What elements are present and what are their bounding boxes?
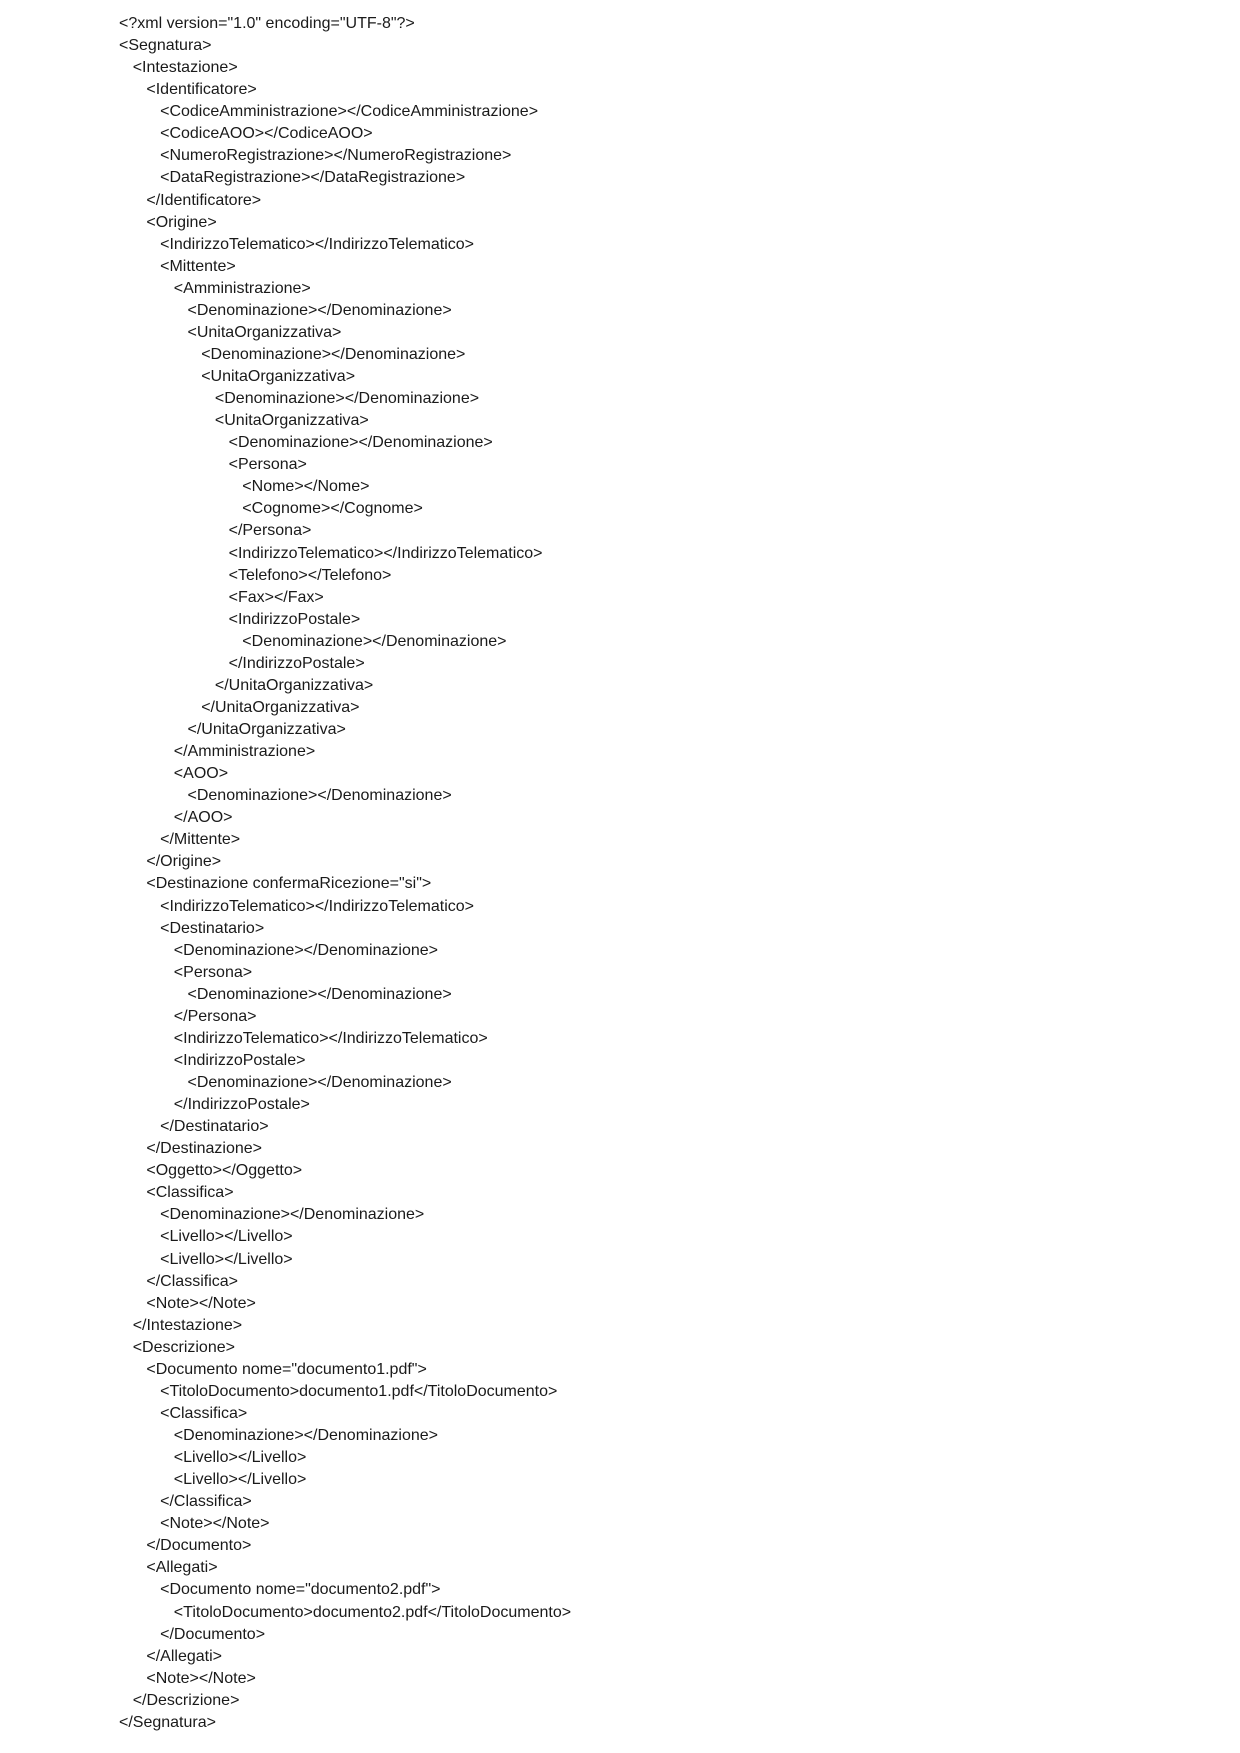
xml-line: <Segnatura> (119, 37, 212, 55)
xml-line: </UnitaOrganizzativa> (214, 676, 374, 694)
xml-line: <DataRegistrazione></DataRegistrazione> (160, 169, 466, 187)
xml-line: <Destinazione confermaRicezione="si"> (146, 875, 432, 893)
xml-line: <Telefono></Telefono> (228, 566, 392, 584)
xml-line: </Classifica> (146, 1272, 238, 1290)
xml-line: <Denominazione></Denominazione> (187, 301, 452, 319)
xml-line: <Livello></Livello> (160, 1228, 293, 1246)
xml-line: <IndirizzoTelematico></IndirizzoTelematico> (160, 235, 475, 253)
xml-line: </Destinatario> (160, 1118, 269, 1136)
xml-line: <Identificatore> (146, 81, 257, 99)
xml-line: </Persona> (173, 1007, 257, 1025)
xml-line: <Oggetto></Oggetto> (146, 1162, 303, 1180)
xml-line: <?xml version="1.0" encoding="UTF-8"?> (119, 15, 415, 32)
xml-line: </Mittente> (160, 831, 241, 849)
xml-line: </Documento> (160, 1625, 266, 1643)
xml-line: </UnitaOrganizzativa> (187, 721, 346, 738)
xml-line: <Documento nome="documento2.pdf"> (160, 1581, 441, 1599)
xml-line: </Allegati> (146, 1647, 222, 1665)
xml-line: </Destinazione> (146, 1140, 263, 1158)
xml-line: <UnitaOrganizzativa> (187, 323, 342, 341)
xml-line: <Denominazione></Denominazione> (201, 345, 466, 363)
xml-line: <Documento nome="documento1.pdf"> (146, 1360, 427, 1378)
xml-line: <Denominazione></Denominazione> (214, 390, 480, 408)
xml-line: <Livello></Livello> (160, 1250, 293, 1268)
xml-line: <Descrizione> (132, 1338, 235, 1356)
xml-line: <Denominazione></Denominazione> (187, 1074, 452, 1091)
xml-line: <Livello></Livello> (173, 1449, 307, 1467)
xml-line: <Note></Note> (146, 1669, 256, 1687)
xml-line: <Denominazione></Denominazione> (187, 985, 452, 1003)
xml-line: </Identificatore> (146, 191, 262, 209)
xml-line: <Destinatario> (160, 919, 265, 937)
xml-line: <Classifica> (146, 1184, 234, 1202)
xml-line: <Mittente> (160, 257, 236, 275)
xml-line: <UnitaOrganizzativa> (214, 412, 369, 430)
xml-line: </UnitaOrganizzativa> (201, 698, 360, 716)
xml-line: </Amministrazione> (173, 743, 316, 761)
xml-line: </Persona> (228, 522, 312, 540)
xml-line: <Persona> (173, 963, 253, 981)
xml-line: <Fax></Fax> (228, 588, 324, 606)
xml-line: <TitoloDocumento>documento2.pdf</TitoloDocumento> (173, 1603, 572, 1621)
xml-line: <Denominazione></Denominazione> (187, 787, 452, 805)
xml-line: <IndirizzoTelematico></IndirizzoTelematico> (160, 897, 475, 915)
xml-line: <IndirizzoTelematico></IndirizzoTelematico> (173, 1029, 488, 1047)
xml-line: <Amministrazione> (173, 279, 311, 297)
xml-line: <Allegati> (146, 1559, 218, 1577)
xml-line: <Denominazione></Denominazione> (242, 632, 507, 650)
xml-line: <Cognome></Cognome> (242, 500, 423, 518)
xml-line: </IndirizzoPostale> (228, 654, 365, 672)
xml-line: <Nome></Nome> (242, 478, 370, 496)
xml-line: <CodiceAmministrazione></CodiceAmministrazione> (160, 103, 539, 121)
xml-line: <Denominazione></Denominazione> (228, 434, 493, 452)
xml-line: <Classifica> (160, 1404, 248, 1422)
xml-line: <UnitaOrganizzativa> (201, 368, 356, 385)
xml-line: </AOO> (173, 809, 233, 827)
xml-line: <TitoloDocumento>documento1.pdf</TitoloDocumento> (160, 1382, 558, 1400)
xml-line: </Intestazione> (132, 1316, 243, 1334)
xml-line: <Denominazione></Denominazione> (173, 941, 438, 959)
xml-line: </IndirizzoPostale> (173, 1096, 310, 1114)
xml-line: <Intestazione> (132, 59, 238, 77)
xml-line: <IndirizzoPostale> (228, 610, 361, 628)
xml-line: <Persona> (228, 456, 307, 474)
xml-line: </Segnatura> (119, 1713, 216, 1731)
xml-line: <Origine> (146, 213, 217, 231)
xml-line: <Note></Note> (146, 1294, 256, 1312)
xml-line: <Livello></Livello> (173, 1471, 307, 1489)
xml-line: </Documento> (146, 1537, 252, 1555)
xml-line: <IndirizzoTelematico></IndirizzoTelematico> (228, 544, 543, 562)
xml-line: <NumeroRegistrazione></NumeroRegistrazione> (160, 147, 512, 165)
xml-line: <IndirizzoPostale> (173, 1051, 306, 1069)
xml-line: <Note></Note> (160, 1515, 270, 1533)
xml-line: <AOO> (173, 765, 229, 783)
xml-line: </Descrizione> (132, 1691, 240, 1709)
xml-line: </Origine> (146, 853, 222, 871)
xml-line: <CodiceAOO></CodiceAOO> (160, 125, 373, 143)
xml-line: </Classifica> (160, 1493, 252, 1511)
xml-line: <Denominazione></Denominazione> (160, 1206, 425, 1224)
xml-line: <Denominazione></Denominazione> (173, 1427, 438, 1444)
xml-listing (119, 13, 571, 1734)
